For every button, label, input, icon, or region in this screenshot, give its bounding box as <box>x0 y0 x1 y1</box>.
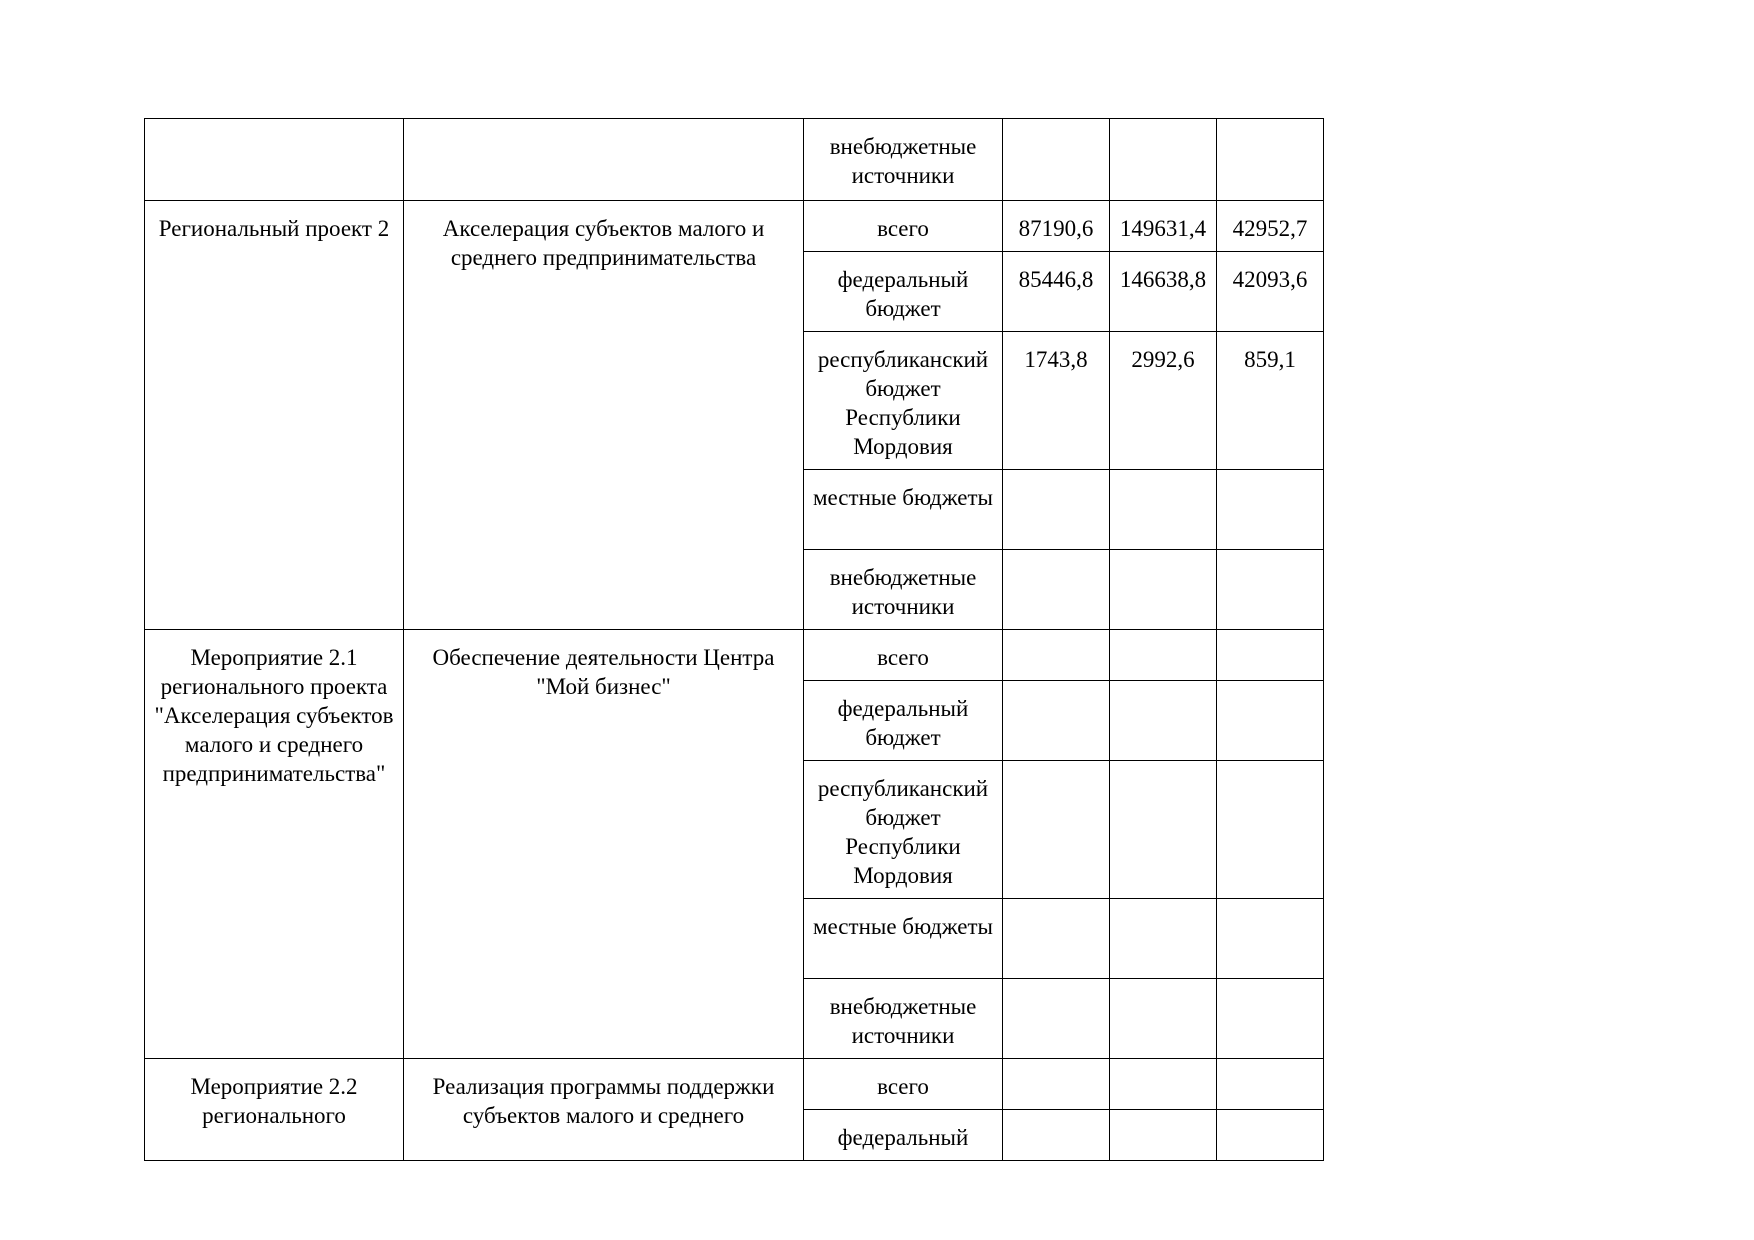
value-cell <box>1217 979 1324 1059</box>
source-cell: местные бюджеты <box>804 470 1003 550</box>
program-cell-empty <box>145 119 404 201</box>
value-cell <box>1003 470 1110 550</box>
source-label: внебюджетные источники <box>829 134 977 188</box>
name-cell: Реализация программы поддержки субъектов малого и среднего <box>404 1059 804 1161</box>
value-cell <box>1110 119 1217 201</box>
source-cell: федеральный <box>804 1110 1003 1161</box>
value-cell <box>1003 1110 1110 1161</box>
source-cell: республиканский бюджет Республики Мордовия <box>804 761 1003 899</box>
value-cell <box>1217 550 1324 630</box>
value-cell <box>1110 1059 1217 1110</box>
value-cell: 42093,6 <box>1217 252 1324 332</box>
table-row <box>145 630 1324 681</box>
value-cell <box>1110 761 1217 899</box>
value-cell <box>1110 470 1217 550</box>
value-cell <box>1003 1059 1110 1110</box>
source-cell: федеральный бюджет <box>804 252 1003 332</box>
value-cell <box>1003 761 1110 899</box>
source-cell: всего <box>804 1059 1003 1110</box>
value-cell <box>1110 1110 1217 1161</box>
table-row <box>145 1059 1324 1110</box>
table-row <box>145 119 1324 201</box>
value-cell <box>1003 119 1110 201</box>
value-cell: 1743,8 <box>1003 332 1110 470</box>
name-cell: Обеспечение деятельности Центра "Мой бизнес" <box>404 630 804 1059</box>
name-cell-empty <box>404 119 804 201</box>
name-cell: Акселерация субъектов малого и среднего предпринимательства <box>404 201 804 630</box>
value-cell <box>1003 550 1110 630</box>
value-cell <box>1217 470 1324 550</box>
value-cell: 149631,4 <box>1110 201 1217 252</box>
value-cell <box>1217 1110 1324 1161</box>
source-cell: местные бюджеты <box>804 899 1003 979</box>
value-cell <box>1003 899 1110 979</box>
value-cell <box>1217 681 1324 761</box>
value-cell: 859,1 <box>1217 332 1324 470</box>
program-cell: Региональный проект 2 <box>145 201 404 630</box>
value-cell <box>1217 119 1324 201</box>
value-cell: 85446,8 <box>1003 252 1110 332</box>
source-cell: внебюджетные источники <box>804 550 1003 630</box>
source-cell: республиканский бюджет Республики Мордовия <box>804 332 1003 470</box>
value-cell: 146638,8 <box>1110 252 1217 332</box>
value-cell <box>1003 681 1110 761</box>
value-cell <box>1003 979 1110 1059</box>
value-cell <box>1003 630 1110 681</box>
table-row <box>145 201 1324 252</box>
source-cell <box>804 119 1003 201</box>
value-cell <box>1217 1059 1324 1110</box>
value-cell: 87190,6 <box>1003 201 1110 252</box>
value-cell: 42952,7 <box>1217 201 1324 252</box>
value-cell <box>1110 899 1217 979</box>
value-cell: 2992,6 <box>1110 332 1217 470</box>
program-cell: Мероприятие 2.1 регионального проекта "Акселерация субъектов малого и среднего предпринимательства" <box>145 630 404 1059</box>
value-cell <box>1110 681 1217 761</box>
value-cell <box>1110 979 1217 1059</box>
value-cell <box>1217 761 1324 899</box>
source-cell: всего <box>804 201 1003 252</box>
source-cell: всего <box>804 630 1003 681</box>
source-cell: внебюджетные источники <box>804 979 1003 1059</box>
value-cell <box>1217 630 1324 681</box>
value-cell <box>1110 630 1217 681</box>
budget-table <box>144 118 1324 1161</box>
value-cell <box>1110 550 1217 630</box>
value-cell <box>1217 899 1324 979</box>
program-cell: Мероприятие 2.2 регионального <box>145 1059 404 1161</box>
source-cell: федеральный бюджет <box>804 681 1003 761</box>
